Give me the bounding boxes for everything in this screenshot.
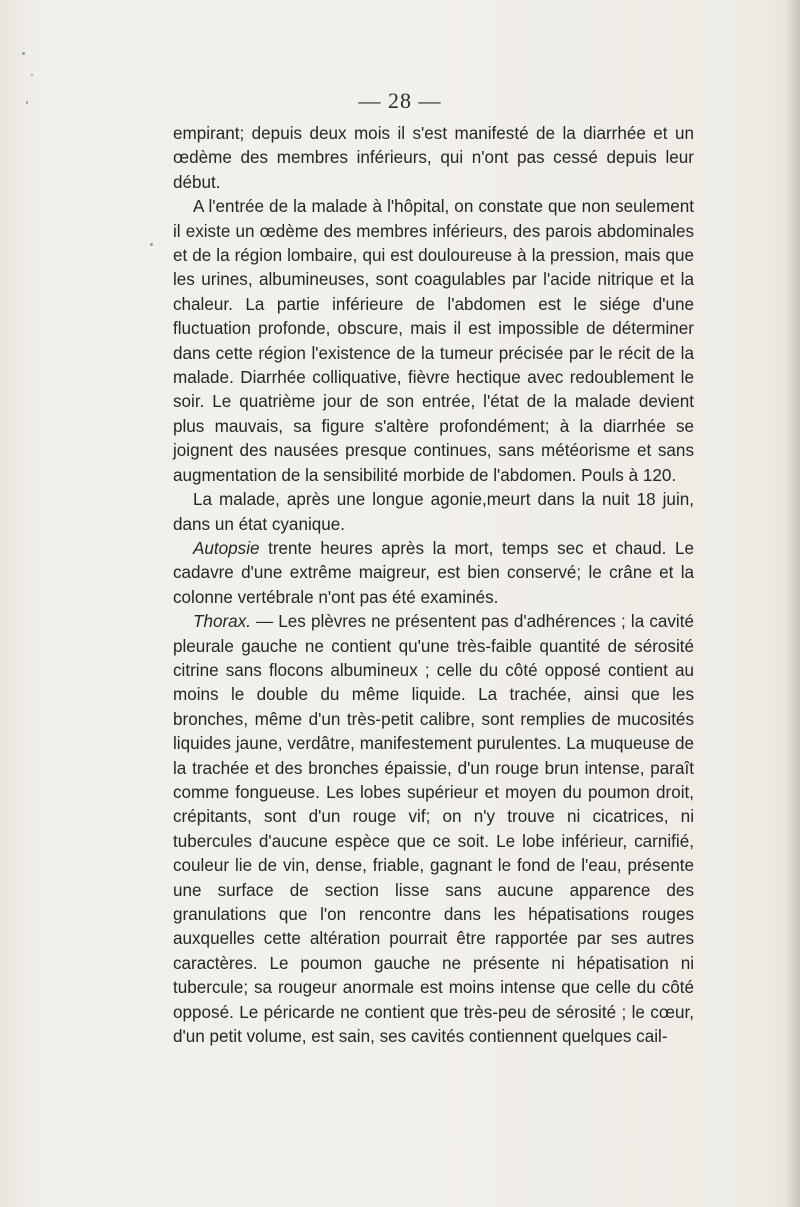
paragraph-text: trente heures après la mort, temps sec et chaud. Le cadavre d'une extrême maigreur, est bien conservé; le crâne et la colonne vertébrale n'ont pas été examinés. bbox=[173, 538, 694, 607]
paragraph-autopsy bbox=[173, 537, 694, 610]
body-text bbox=[173, 122, 694, 1049]
paragraph-text: empirant; depuis deux mois il s'est manifesté de la diarrhée et un œdème des membres inférieurs, qui n'ont pas cessé depuis leur début. bbox=[173, 124, 694, 192]
paragraph-continuation bbox=[173, 122, 694, 195]
ink-speck bbox=[150, 243, 153, 246]
paragraph-text: La malade, après une longue agonie,meurt dans la nuit 18 juin, dans un état cyanique. bbox=[173, 490, 694, 534]
page-edge-shadow bbox=[786, 0, 800, 1207]
paragraph-death bbox=[173, 488, 694, 537]
paragraph-text: A l'entrée de la malade à l'hôpital, on constate que non seulement il existe un œdème des membres inférieurs, des parois abdominales et de la région lombaire, qui est douloureuse à la pression, mais que les urines, albumineuses, sont coagulables par l'acide nitrique et la chaleur. La partie inférieure de l'abdomen est le siége d'une fluctuation profonde, obscure, mais il est impossible de déterminer dans cette région l'existence de la tumeur précisée par le récit de la malade. Diarrhée colliquative, fièvre hectique avec redoublement le soir. Le quatrième jour de son entrée, l'état de la malade devient plus mauvais, sa figure s'altère profondément; à la diarrhée se joignent des nausées presque continues, sans météorisme et sans augmentation de la sensibilité morbide de l'abdomen. Pouls à 120. bbox=[173, 197, 694, 485]
paragraph-admission bbox=[173, 195, 694, 488]
page-number: — 28 — bbox=[358, 88, 442, 113]
paragraph-thorax bbox=[173, 610, 694, 1049]
paragraph-lead-italic: Autopsie bbox=[193, 538, 260, 558]
paragraph-text: — Les plèvres ne présentent pas d'adhérences ; la cavité pleurale gauche ne contient qu'une très-faible quantité de sérosité citrine sans flocons albumineux ; celle du côté opposé contient au moins le double du même liquide. La trachée, ainsi que les bronches, même d'un très-petit calibre, sont remplies de mucosités liquides jaune, verdâtre, manifestement purulentes. La muqueuse de la trachée et des bronches épaissie, d'un rouge brun intense, paraît comme fongueuse. Les lobes supérieur et moyen du poumon droit, crépitants, sont d'un rouge vif; on n'y trouve ni cicatrices, ni tubercules d'aucune espèce que ce soit. Le lobe inférieur, carnifié, couleur lie de vin, dense, friable, gagnant le fond de l'eau, présente une surface de section lisse sans aucune apparence des granulations que l'on rencontre dans les hépatisations rouges auxquelles cette altération pourrait être rapportée par ses autres caractères. Le poumon gauche ne présente ni hépatisation ni tubercule; sa rougeur anormale est moins intense que celle du côté opposé. Le péricarde ne contient que très-peu de sérosité ; le cœur, d'un petit volume, est sain, ses cavités contiennent quelques cail- bbox=[173, 612, 694, 1047]
ink-speck bbox=[31, 74, 33, 76]
ink-speck bbox=[22, 52, 25, 55]
paragraph-lead-italic: Thorax. bbox=[193, 612, 251, 632]
